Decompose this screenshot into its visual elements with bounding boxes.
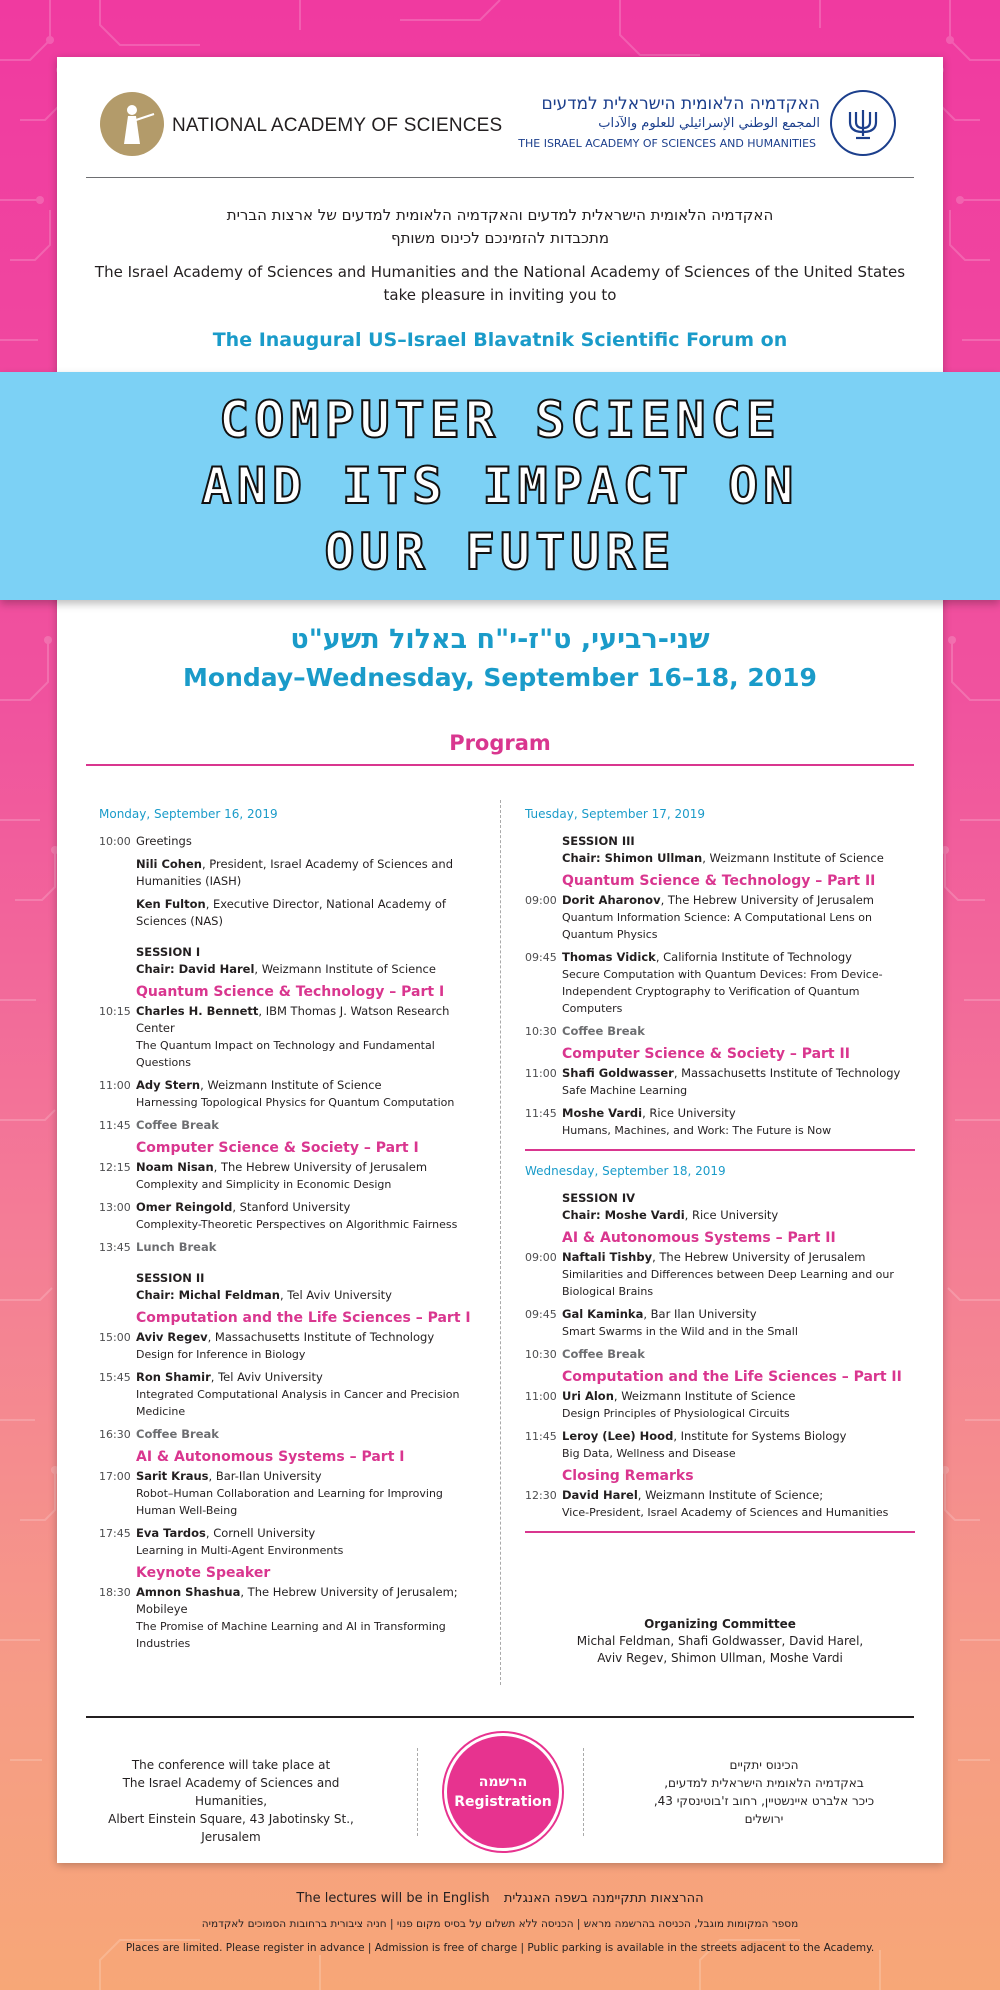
time: 12:30 — [525, 1489, 557, 1502]
program-item — [99, 896, 479, 930]
break-label: Coffee Break — [136, 1118, 219, 1132]
venue-divider-right — [583, 1748, 584, 1836]
ias-menorah-logo — [830, 90, 896, 156]
speaker-name: Amnon Shashua — [136, 1585, 241, 1599]
day-label: Monday, September 16, 2019 — [99, 807, 278, 821]
time: 17:00 — [99, 1470, 131, 1483]
registration-button[interactable] — [444, 1733, 562, 1851]
break-item — [525, 1346, 915, 1363]
ias-name-hebrew: האקדמיה הלאומית הישראלית למדעים — [541, 94, 820, 114]
talk-title: Smart Swarms in the Wild and in the Small — [562, 1325, 798, 1338]
break-item — [99, 1117, 479, 1134]
invitation-hebrew — [86, 204, 914, 250]
talk-title: Secure Computation with Quantum Devices: From Device-Independent Cryptography to Verification of Quantum Computers — [562, 968, 883, 1015]
track-title: AI & Autonomous Systems – Part II — [562, 1230, 836, 1246]
language-note-hebrew: ההרצאות תתקיימנה בשפה האנגלית — [503, 1891, 704, 1906]
track-title: Computer Science & Society – Part I — [136, 1140, 419, 1156]
program-item — [99, 1468, 479, 1519]
venue-english — [86, 1756, 376, 1846]
program-item — [525, 949, 915, 1017]
talk-title: Safe Machine Learning — [562, 1084, 688, 1097]
track-title: Keynote Speaker — [136, 1565, 271, 1581]
talk-title: Big Data, Wellness and Disease — [562, 1447, 736, 1460]
speaker-affiliation: , Stanford University — [232, 1200, 351, 1214]
break-label: Lunch Break — [136, 1240, 217, 1254]
speaker-affiliation: , The Hebrew University of Jerusalem — [652, 1250, 866, 1264]
program-item — [99, 856, 479, 890]
language-note-english: The lectures will be in English — [296, 1891, 490, 1906]
speaker-name: Noam Nisan — [136, 1160, 214, 1174]
talk-title: The Quantum Impact on Technology and Fundamental Questions — [136, 1039, 435, 1069]
program-item — [525, 1487, 915, 1521]
program-item — [99, 1525, 479, 1559]
break-item — [525, 1023, 915, 1040]
speaker-name: Leroy (Lee) Hood — [562, 1429, 674, 1443]
speaker-name: Sarit Kraus — [136, 1469, 209, 1483]
greetings-label: Greetings — [136, 834, 192, 848]
session-header — [525, 833, 915, 867]
venue-hebrew-line1: הכינוס יתקיים — [729, 1758, 799, 1772]
program-heading: Program — [449, 731, 551, 755]
column-divider — [500, 800, 501, 1685]
speaker-name: Omer Reingold — [136, 1200, 233, 1214]
program-item — [99, 1159, 479, 1193]
speaker-name: Thomas Vidick — [562, 950, 656, 964]
program-item — [99, 833, 479, 850]
session-chair-affiliation: , Weizmann Institute of Science — [254, 962, 436, 976]
session-chair-affiliation: , Weizmann Institute of Science — [702, 851, 884, 865]
time: 11:45 — [525, 1107, 557, 1120]
time: 09:00 — [525, 1251, 557, 1264]
break-item — [99, 1426, 479, 1443]
invitation-hebrew-line2: מתכבדות להזמינכם לכינוס משותף — [390, 229, 610, 247]
time: 11:45 — [525, 1430, 557, 1443]
break-item — [99, 1239, 479, 1256]
committee-divider — [525, 1531, 915, 1533]
program-item — [99, 1003, 479, 1071]
speaker-affiliation: , Weizmann Institute of Science; — [637, 1488, 824, 1502]
speaker-name: Ady Stern — [136, 1078, 201, 1092]
time: 13:45 — [99, 1241, 131, 1254]
conference-title-line2: AND ITS IMPACT ON — [201, 457, 799, 515]
break-label: Coffee Break — [562, 1347, 645, 1361]
speaker-name: Ron Shamir — [136, 1370, 211, 1384]
conference-title-line3: OUR FUTURE — [324, 523, 676, 581]
talk-title: The Promise of Machine Learning and AI in Transforming Industries — [136, 1620, 446, 1650]
forum-title: The Inaugural US–Israel Blavatnik Scientific Forum on — [212, 329, 788, 351]
program-item — [525, 1105, 915, 1139]
speaker-affiliation: , Bar Ilan University — [643, 1307, 757, 1321]
venue-english-line1: The conference will take place at — [131, 1758, 331, 1772]
break-label: Coffee Break — [136, 1427, 219, 1441]
time: 11:00 — [99, 1079, 131, 1092]
speaker-name: Uri Alon — [562, 1389, 614, 1403]
time: 15:45 — [99, 1371, 131, 1384]
speaker-affiliation: , President, Israel Academy of Sciences and Humanities (IASH) — [136, 857, 453, 888]
dates-english: Monday–Wednesday, September 16–18, 2019 — [183, 663, 817, 692]
talk-title: Integrated Computational Analysis in Cancer and Precision Medicine — [136, 1388, 460, 1418]
day-label: Tuesday, September 17, 2019 — [525, 807, 706, 821]
speaker-affiliation: , Cornell University — [205, 1526, 316, 1540]
committee-line1: Michal Feldman, Shafi Goldwasser, David Harel, — [576, 1634, 864, 1648]
speaker-affiliation: , The Hebrew University of Jerusalem; Mobileye — [136, 1585, 458, 1616]
venue-english-line4: Jerusalem — [201, 1830, 261, 1844]
track-title: Computation and the Life Sciences – Part I — [136, 1310, 471, 1326]
session-title: SESSION II — [136, 1271, 205, 1285]
day-divider — [525, 1149, 915, 1151]
session-header — [525, 1190, 915, 1224]
nas-seal-logo — [100, 92, 164, 156]
speaker-name: Ken Fulton — [136, 897, 206, 911]
talk-title: Robot–Human Collaboration and Learning for Improving Human Well-Being — [136, 1487, 443, 1517]
speaker-affiliation: , IBM Thomas J. Watson Research Center — [136, 1004, 450, 1035]
session-header — [99, 944, 479, 978]
talk-title: Complexity and Simplicity in Economic Design — [136, 1178, 392, 1191]
speaker-name: Moshe Vardi — [562, 1106, 643, 1120]
session-chair-affiliation: , Tel Aviv University — [280, 1288, 392, 1302]
speaker-name: Shafi Goldwasser — [562, 1066, 674, 1080]
speaker-affiliation: , Institute for Systems Biology — [673, 1429, 847, 1443]
speaker-affiliation: , Weizmann Institute of Science — [200, 1078, 382, 1092]
header-divider — [86, 177, 914, 178]
venue-hebrew — [614, 1756, 914, 1828]
program-item — [525, 892, 915, 943]
talk-title: Learning in Multi-Agent Environments — [136, 1544, 344, 1557]
speaker-name: Dorit Aharonov — [562, 893, 661, 907]
nas-name: NATIONAL ACADEMY OF SCIENCES — [172, 115, 503, 136]
time: 16:30 — [99, 1428, 131, 1441]
registration-label-english: Registration — [454, 1794, 552, 1810]
venue-hebrew-line2: באקדמיה הלאומית הישראלית למדעים, — [664, 1776, 864, 1790]
track-title: Computer Science & Society – Part II — [562, 1046, 850, 1062]
session-title: SESSION IV — [562, 1191, 636, 1205]
speaker-name: Gal Kaminka — [562, 1307, 644, 1321]
conference-title — [100, 387, 900, 585]
invitation-english — [86, 261, 914, 307]
speaker-affiliation: , Executive Director, National Academy of Sciences (NAS) — [136, 897, 446, 928]
program-item — [99, 1369, 479, 1420]
talk-title: Vice-President, Israel Academy of Sciences and Humanities — [562, 1506, 889, 1519]
talk-title: Design Principles of Physiological Circuits — [562, 1407, 790, 1420]
time: 09:45 — [525, 1308, 557, 1321]
program-item — [525, 1249, 915, 1300]
venue-divider-left — [417, 1748, 418, 1836]
talk-title: Humans, Machines, and Work: The Future is Now — [562, 1124, 832, 1137]
speaker-affiliation: , The Hebrew University of Jerusalem — [660, 893, 874, 907]
speaker-affiliation: , Tel Aviv University — [210, 1370, 323, 1384]
time: 17:45 — [99, 1527, 131, 1540]
invitation-english-line1: The Israel Academy of Sciences and Humanities and the National Academy of Sciences of the United States — [94, 263, 906, 281]
venue-english-line3: Albert Einstein Square, 43 Jabotinsky St., — [108, 1812, 354, 1826]
program-item — [99, 1584, 479, 1652]
speaker-name: Charles H. Bennett — [136, 1004, 259, 1018]
speaker-name: Nili Cohen — [136, 857, 202, 871]
registration-label-hebrew: הרשמה — [478, 1774, 528, 1790]
speaker-name: Eva Tardos — [136, 1526, 206, 1540]
time: 10:00 — [99, 835, 131, 848]
session-chair: Chair: Michal Feldman — [136, 1288, 280, 1302]
talk-title: Similarities and Differences between Deep Learning and our Biological Brains — [562, 1268, 894, 1298]
program-item — [525, 1388, 915, 1422]
program-divider — [86, 764, 914, 766]
speaker-affiliation: , Massachusetts Institute of Technology — [673, 1066, 901, 1080]
time: 10:30 — [525, 1348, 557, 1361]
program-item — [99, 1077, 479, 1111]
speaker-name: Naftali Tishby — [562, 1250, 653, 1264]
break-label: Coffee Break — [562, 1024, 645, 1038]
time: 11:00 — [525, 1067, 557, 1080]
day-label: Wednesday, September 18, 2019 — [525, 1164, 726, 1178]
time: 09:00 — [525, 894, 557, 907]
speaker-affiliation: , The Hebrew University of Jerusalem — [213, 1160, 428, 1174]
time: 13:00 — [99, 1201, 131, 1214]
session-title: SESSION III — [562, 834, 635, 848]
program-item — [99, 1329, 479, 1363]
track-title: Closing Remarks — [562, 1468, 694, 1484]
time: 11:45 — [99, 1119, 131, 1132]
session-chair: Chair: Moshe Vardi — [562, 1208, 685, 1222]
fine-print-english: Places are limited. Please register in advance | Admission is free of charge | Public parking is available in the streets adjacent to the Academy. — [125, 1942, 875, 1954]
talk-title: Harnessing Topological Physics for Quantum Computation — [136, 1096, 455, 1109]
invitation-hebrew-line1: האקדמיה הלאומית הישראלית למדעים והאקדמיה הלאומית למדעים של ארצות הברית — [226, 206, 774, 224]
time: 11:00 — [525, 1390, 557, 1403]
speaker-affiliation: , Bar-Ilan University — [208, 1469, 322, 1483]
speaker-affiliation: , Rice University — [642, 1106, 736, 1120]
program-item — [99, 1199, 479, 1233]
time: 15:00 — [99, 1331, 131, 1344]
session-chair: Chair: Shimon Ullman — [562, 851, 703, 865]
program-day2-day3 — [525, 806, 915, 1545]
committee-title: Organizing Committee — [644, 1617, 796, 1631]
talk-title: Design for Inference in Biology — [136, 1348, 306, 1361]
session-chair-affiliation: , Rice University — [684, 1208, 779, 1222]
time: 09:45 — [525, 951, 557, 964]
speaker-affiliation: , Massachusetts Institute of Technology — [207, 1330, 435, 1344]
time: 10:15 — [99, 1005, 131, 1018]
speaker-name: Aviv Regev — [136, 1330, 208, 1344]
time: 12:15 — [99, 1161, 131, 1174]
program-item — [525, 1428, 915, 1462]
dates-hebrew: שני-רביעי, ט"ז-י"ח באלול תשע"ט — [290, 624, 710, 655]
invitation-english-line2: take pleasure in inviting you to — [383, 286, 617, 304]
venue-hebrew-line3: כיכר אלברט איינשטיין, רחוב ז'בוטינסקי 43, — [653, 1794, 875, 1808]
speaker-affiliation: , California Institute of Technology — [655, 950, 852, 964]
time: 18:30 — [99, 1586, 131, 1599]
organizing-committee — [525, 1616, 915, 1667]
talk-title: Complexity-Theoretic Perspectives on Algorithmic Fairness — [136, 1218, 458, 1231]
track-title: Quantum Science & Technology – Part I — [136, 984, 445, 1000]
footer-divider — [86, 1716, 914, 1718]
speaker-affiliation: , Weizmann Institute of Science — [613, 1389, 796, 1403]
language-note — [0, 1891, 1000, 1906]
session-title: SESSION I — [136, 945, 201, 959]
track-title: Computation and the Life Sciences – Part II — [562, 1369, 902, 1385]
time: 10:30 — [525, 1025, 557, 1038]
session-header — [99, 1270, 479, 1304]
program-item — [525, 1306, 915, 1340]
track-title: Quantum Science & Technology – Part II — [562, 873, 876, 889]
talk-title: Quantum Information Science: A Computational Lens on Quantum Physics — [562, 911, 872, 941]
fine-print-hebrew: מספר המקומות מוגבל, הכניסה בהרשמה מראש | הכניסה ללא תשלום על בסיס מקום פנוי | חניה ציבורית ברחובות הסמוכים לאקדמיה — [201, 1918, 799, 1930]
program-item — [525, 1065, 915, 1099]
ias-name-english: THE ISRAEL ACADEMY OF SCIENCES AND HUMANITIES — [518, 137, 816, 150]
session-chair: Chair: David Harel — [136, 962, 255, 976]
conference-title-line1: COMPUTER SCIENCE — [219, 391, 781, 449]
track-title: AI & Autonomous Systems – Part I — [136, 1449, 405, 1465]
venue-english-line2: The Israel Academy of Sciences and Humanities, — [122, 1776, 340, 1808]
ias-name-arabic: المجمع الوطني الإسرائيلي للعلوم والآداب — [598, 116, 820, 131]
committee-line2: Aviv Regev, Shimon Ullman, Moshe Vardi — [597, 1651, 843, 1665]
venue-hebrew-line4: ירושלים — [744, 1812, 784, 1826]
speaker-name: David Harel — [562, 1488, 638, 1502]
program-day1 — [99, 806, 479, 1658]
